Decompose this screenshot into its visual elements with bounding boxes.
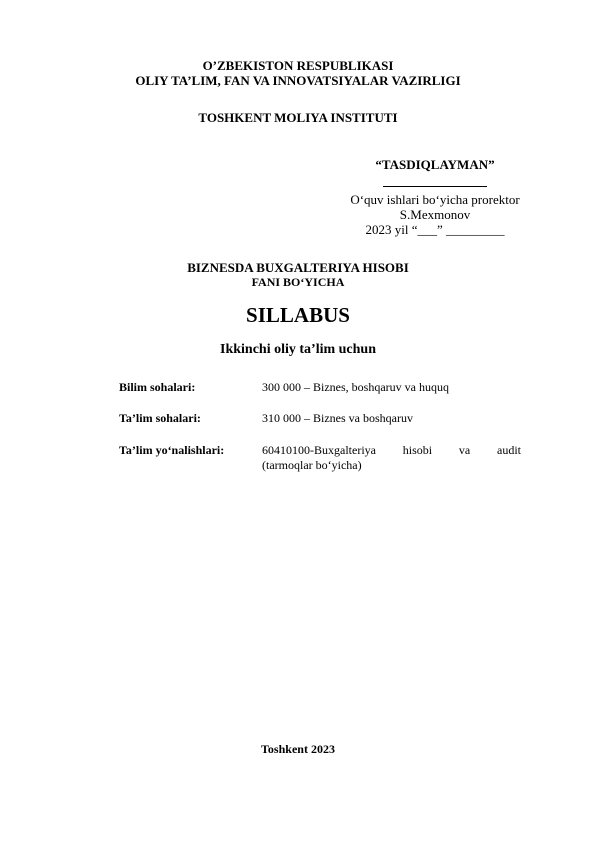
subject-suffix: FANI BO‘YICHA (251, 275, 345, 289)
ministry-heading: OLIY TA’LIM, FAN VA INNOVATSIYALAR VAZIRLIGI (135, 73, 461, 88)
document-title: SILLABUS (246, 303, 350, 327)
approval-title: “TASDIQLAYMAN” (375, 157, 495, 172)
field-value-education-area: 310 000 – Biznes va boshqaruv (262, 411, 413, 425)
field-value-education-direction-line1: 60410100-Buxgalteriya hisobi va audit (262, 443, 521, 457)
signature-line (340, 175, 530, 187)
document-subtitle: Ikkinchi oliy ta’lim uchun (220, 342, 376, 357)
field-value-knowledge-area: 300 000 – Biznes, boshqaruv va huquq (262, 380, 449, 394)
approver-name: S.Mexmonov (399, 207, 471, 222)
republic-heading: O’ZBEKISTON RESPUBLIKASI (202, 58, 394, 73)
field-label-education-direction: Ta’lim yo‘nalishlari: (119, 443, 225, 457)
field-label-knowledge-area: Bilim sohalari: (119, 380, 196, 394)
subject-name: BIZNESDA BUXGALTERIYA HISOBI (187, 260, 409, 275)
institute-heading: TOSHKENT MOLIYA INSTITUTI (198, 110, 398, 125)
footer-place-year: Toshkent 2023 (261, 742, 335, 756)
field-label-education-area: Ta’lim sohalari: (119, 411, 201, 425)
approval-date: 2023 yil “___” _________ (365, 222, 505, 237)
field-value-education-direction-line2: (tarmoqlar bo‘yicha) (262, 458, 362, 472)
approver-position: O‘quv ishlari bo‘yicha prorektor (350, 192, 520, 207)
